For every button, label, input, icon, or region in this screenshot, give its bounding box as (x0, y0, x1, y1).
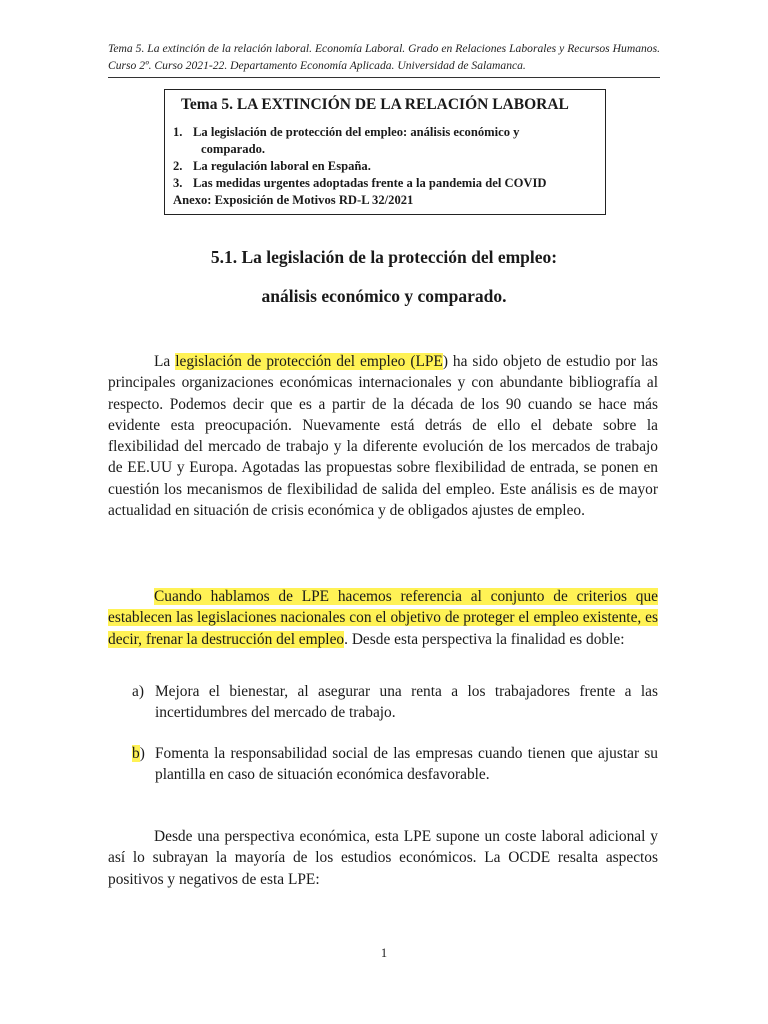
list-item-text: Fomenta la responsabilidad social de las empresas cuando tienen que ajustar su plantilla en caso de situación económica desfavorable. (155, 745, 658, 784)
toc-item-number: 1. (173, 125, 183, 139)
toc-item-text: La legislación de protección del empleo: análisis económico y (193, 125, 520, 139)
paragraph-lpe-definition (108, 586, 658, 650)
section-title-line-2: análisis económico y comparado. (261, 286, 507, 306)
toc-item-text-continued: comparado. (201, 142, 266, 156)
toc-item-1 (173, 124, 597, 158)
highlighted-text: legislación de protección del empleo (LPE (175, 353, 443, 370)
toc-item-number: 3. (173, 176, 183, 190)
toc-item-text: La regulación laboral en España. (193, 159, 371, 173)
running-header-text: Tema 5. La extinción de la relación laboral. Economía Laboral. Grado en Relaciones Laborales y Recursos Humanos. Curso 2º. Curso 2021-22. Departamento Economía Aplicada. Universidad de Salamanca. (108, 42, 660, 72)
list-item-a (132, 681, 658, 724)
toc-item-text: Las medidas urgentes adoptadas frente a la pandemia del COVID (193, 176, 547, 190)
list-marker: b) (132, 745, 145, 762)
table-of-contents (164, 89, 606, 215)
section-title-line-1: 5.1. La legislación de la protección del empleo: (210, 247, 558, 267)
paragraph-text: Desde una perspectiva económica, esta LPE supone un coste laboral adicional y así lo subrayan la mayoría de los estudios económicos. La OCDE resalta aspectos positivos y negativos de esta LPE: (108, 828, 658, 888)
paragraph-text-pre: La (154, 353, 176, 370)
list-item-text: Mejora el bienestar, al asegurar una renta a los trabajadores frente a las incertidumbres del mercado de trabajo. (155, 683, 658, 722)
list-item-b (132, 743, 658, 786)
paragraph-text-post: ) ha sido objeto de estudio por las principales organizaciones económicas internacionales y con abundante bibliografía al respecto. Podemos decir que es a partir de la década de los 90 cuando se hace más evidente esta preocupación. Nuevamente está detrás de ello el debate sobre la flexibilidad del mercado de trabajo y la diferente evolución de los mercados de trabajo de EE.UU y Europa. Agotadas las propuestas sobre flexibilidad de entrada, se ponen en cuestión los mecanismos de flexibilidad de salida del empleo. Este análisis es de mayor actualidad en situación de crisis económica y de obligados ajustes de empleo. (108, 353, 659, 520)
page-number: 1 (380, 946, 388, 960)
toc-item-2 (173, 158, 597, 175)
running-header (108, 40, 660, 74)
list-marker: a) (132, 683, 144, 700)
toc-annex: Anexo: Exposición de Motivos RD-L 32/2021 (173, 193, 414, 207)
paragraph-economic-perspective (108, 826, 658, 890)
highlighted-text: Cuando hablamos de LPE hacemos referencia al conjunto de criterios que establecen las legislaciones nacionales con el objetivo de proteger el empleo existente, es decir, frenar la destrucción del empleo (108, 588, 658, 648)
paragraph-text-post: . Desde esta perspectiva la finalidad es doble: (344, 630, 625, 648)
toc-item-number: 2. (173, 159, 183, 173)
header-rule (108, 77, 660, 78)
toc-title: Tema 5. LA EXTINCIÓN DE LA RELACIÓN LABORAL (181, 96, 569, 113)
paragraph-lpe-intro (108, 351, 658, 521)
toc-item-3 (173, 175, 597, 192)
highlighted-marker-letter: b (132, 745, 140, 762)
